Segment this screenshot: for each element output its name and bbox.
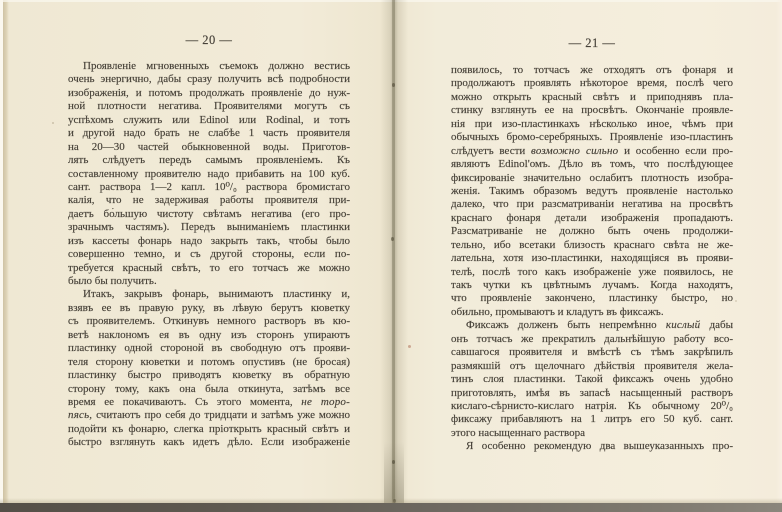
dust-speck	[735, 300, 737, 302]
page-edge-right	[776, 0, 782, 512]
text-line: появилось, то тотчасъ же отходятъ отъ фонаря и	[451, 64, 733, 76]
text-line: изображенія, и потомъ продолжать проявленіе до нуж-	[68, 86, 350, 99]
gutter-speck	[392, 83, 395, 87]
text-line: калія, что не задерживая работы проявителя при-	[68, 194, 350, 207]
text-line: изъ кассеты фонарь надо закрыть такъ, чтобы было	[68, 234, 350, 247]
text-line: пластинку одной стороной въ свободную отъ прояви-	[68, 342, 350, 355]
text-line: фиксированіе значительно ослабитъ плотность изобра-	[451, 171, 733, 184]
text-line: взявъ ее въ правую руку, въ лѣвую берутъ кюветку	[68, 301, 350, 314]
page-20-number: — 20 —	[185, 33, 233, 47]
text-line: стинку взглянуть ее на просвѣтъ. Окончаніе проявле-	[451, 104, 733, 117]
gutter-speck	[391, 237, 394, 241]
text-line: продолжаютъ проявлять нѣкоторое время, послѣ чего	[451, 77, 733, 90]
text-line: на 20—30 частей обыкновенной воды. Приготов-	[68, 140, 350, 153]
text-line: Фиксажъ долженъ быть непремѣнно кислый дабы	[466, 319, 733, 332]
text-line: даетъ бо́льшую чистоту свѣтамъ негатива (его про-	[68, 207, 350, 220]
text-line: нія при изо-пластинкахъ нѣсколько иное, чѣмъ при	[451, 117, 733, 130]
text-line: сторону тому, какъ она была откинута, затѣмъ все	[68, 382, 350, 395]
text-line: зрачнымъ частямъ). Передъ выниманіемъ пластинки	[68, 221, 350, 234]
text-line: телѣ, послѣ того какъ изображеніе уже появилось, не	[451, 265, 733, 278]
text-line: успѣхомъ служить или Edinol или Rodinal, и тотъ	[68, 113, 350, 126]
text-line: женія. Такимъ образомъ ведутъ проявленіе настолько	[451, 184, 733, 197]
page-20-body	[68, 60, 350, 450]
text-line: подойти къ фонарю, слегка пріоткрыть красный свѣтъ и	[68, 422, 350, 435]
text-line: савшагося проявителя и вмѣстѣ съ тѣмъ закрѣпилъ	[451, 346, 733, 359]
text-line: далеко, что при разсматриваніи негатива на просвѣтъ	[451, 198, 733, 211]
text-line: онъ тотчасъ же прекратилъ дальнѣйшую работу всо-	[451, 332, 733, 345]
text-line: Проявленіе мгновенныхъ съемокъ должно вестись	[83, 60, 350, 72]
text-line: и другой надо брать не слабѣе 1 часть проявителя	[68, 127, 350, 140]
text-line: обычныхъ бромо-серебряныхъ. Проявленіе изо-пластинъ	[451, 131, 733, 144]
text-line: время ее покачиваютъ. Съ этого момента, не торо-	[68, 395, 350, 408]
text-line: очень энергично, дабы сразу получить всѣ подробности	[68, 73, 350, 86]
text-line: тельно, ибо всетаки близость краснаго свѣта не же-	[451, 238, 733, 251]
page-21-number: — 21 —	[568, 36, 616, 50]
text-line: было бы получить.	[68, 275, 157, 287]
text-line: являютъ Edinol'омъ. Дѣло въ томъ, что послѣдующее	[451, 158, 733, 171]
dust-speck	[408, 345, 411, 348]
text-line: составленному проявителю надо прибавить на 100 куб.	[68, 167, 350, 180]
text-line: краснаго фонаря детали изображенія пропадаютъ.	[451, 211, 733, 224]
text-line: размякшій отъ щелочнаго дѣйствія проявителя жела-	[451, 359, 733, 372]
text-line: пластинку быстро приводятъ кюветку въ обратную	[68, 369, 350, 382]
book-gutter-line	[392, 0, 395, 512]
text-line: совершенно темно, и съ другой стороны, если по-	[68, 248, 350, 261]
text-line: обильно, промываютъ и кладутъ въ фиксажъ.	[451, 305, 664, 318]
text-line: съ проявителемъ. Откинувъ немного растворъ въ кю-	[68, 315, 350, 328]
text-line: Я особенно рекомендую два вышеуказанныхъ про-	[466, 440, 733, 453]
text-line: приготовлять, имѣя въ запасѣ насыщенный растворъ	[451, 386, 733, 399]
text-line: такъ чутки къ цвѣтнымъ лучамъ. Когда находятъ,	[451, 279, 733, 291]
text-line: тинъ слоя пластинки. Такой фиксажъ очень удобно	[451, 373, 733, 386]
text-line: фиксажу прибавляютъ на 1 литръ его 50 куб. сант.	[451, 413, 733, 426]
text-line: лательна, хотя изо-пластинки, находящіяся въ прояви-	[451, 252, 733, 265]
text-line: этого насыщеннаго раствора	[451, 426, 585, 439]
gutter-speck	[392, 460, 395, 464]
text-line: кислаго-сѣрнисто-кислаго натрія. Къ обычному 20⁰/₀	[451, 399, 733, 412]
dust-speck	[52, 122, 54, 124]
page-20	[68, 33, 350, 450]
text-line: пясь, считаютъ про себя до тридцати и затѣмъ уже можно	[68, 409, 350, 422]
text-line: лять слѣдуетъ передъ самымъ проявленіемъ. Къ	[68, 154, 350, 167]
text-line: теля сторону кюветки и потомъ опустивъ (не бросая)	[68, 355, 350, 368]
text-line: быстро взглянуть какъ идетъ дѣло. Если изображеніе	[68, 436, 350, 449]
page-stack-bottom-edge	[0, 503, 782, 512]
text-line: требуется красный свѣтъ, то его тотчасъ же можно	[68, 261, 350, 274]
text-line: что проявленіе закончено, пластинку быстро, но	[451, 292, 733, 305]
text-line: слѣдуетъ вести возможно сильно и особенно если про-	[451, 144, 733, 157]
text-line: ной плотности негатива. Проявителями могутъ съ	[68, 100, 350, 113]
text-line: ветѣ наклономъ ея въ одну изъ сторонъ упираютъ	[68, 328, 350, 341]
text-line: Итакъ, закрывъ фонарь, вынимаютъ пластинку и,	[83, 288, 350, 301]
text-line: Разсматриваніе не должно быть очень продолжи-	[451, 225, 733, 238]
text-line: сант. раствора 1—2 капл. 10⁰/₀ раствора бромистаго	[68, 180, 350, 193]
text-line: можно открыть красный свѣтъ и приподнявъ пла-	[451, 90, 733, 103]
page-21	[451, 36, 733, 454]
page-21-body	[451, 64, 733, 454]
page-edge-left-shadow	[3, 0, 9, 512]
